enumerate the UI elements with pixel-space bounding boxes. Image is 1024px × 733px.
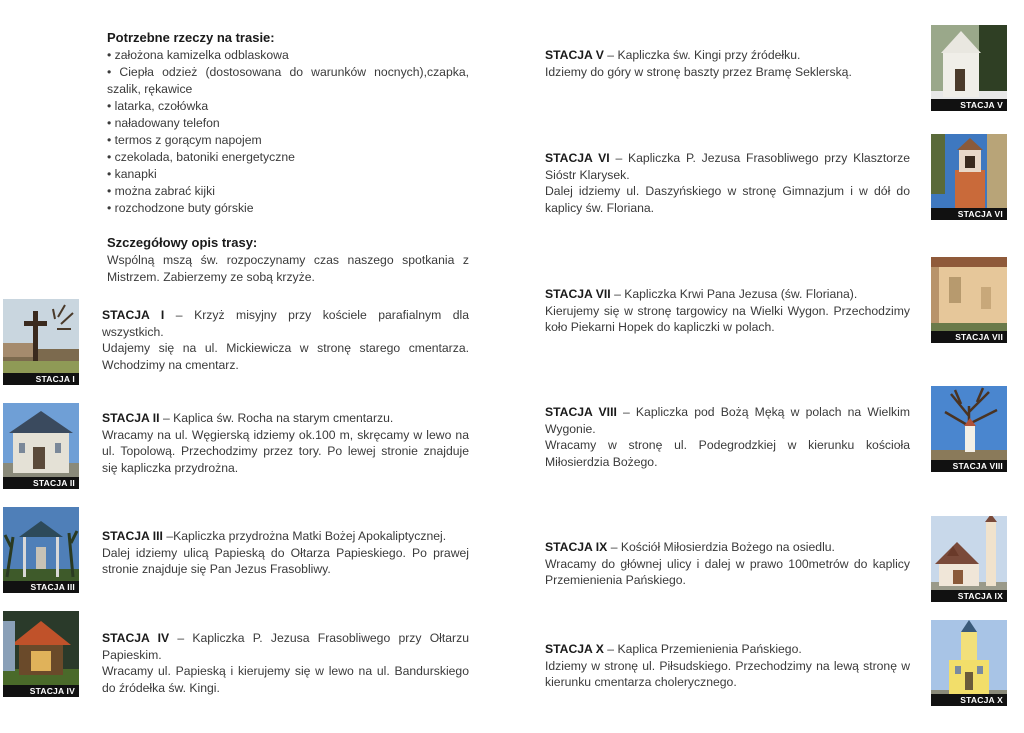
station-entry — [102, 528, 469, 578]
station-entry — [545, 150, 910, 216]
photo-caption: STACJA VI — [931, 208, 1007, 220]
station-title: STACJA VI — [545, 151, 610, 165]
station-name: – Kapliczka P. Jezusa Frasobliwego przy Klasztorze Sióstr Klarysek. — [545, 151, 910, 182]
station-desc: Wracamy do głównej ulicy i dalej w prawo 100metrów do kaplicy Przemienienia Pańskiego. — [545, 556, 910, 587]
route-section — [107, 235, 469, 285]
station-entry — [545, 539, 910, 589]
station-title: STACJA VII — [545, 287, 611, 301]
list-item: • czekolada, batoniki energetyczne — [107, 149, 469, 166]
station-entry — [102, 307, 469, 373]
station-photo — [3, 403, 79, 489]
station-title: STACJA X — [545, 642, 604, 656]
photo-caption: STACJA VII — [931, 331, 1007, 343]
station-desc: Idziemy do góry w stronę baszty przez Bramę Seklerską. — [545, 64, 852, 79]
list-item: • Ciepła odzież (dostosowana do warunków nocnych),czapka, szalik, rękawice — [107, 64, 469, 98]
station-name: – Kapliczka pod Bożą Męką w polach na Wielkim Wygonie. — [545, 405, 910, 436]
route-intro: Wspólną mszą św. rozpoczynamy czas naszego spotkania z Mistrzem. Zabierzemy ze sobą krzyże. — [107, 253, 469, 284]
station-name: – Kapliczka św. Kingi przy źródełku. — [603, 48, 801, 62]
station-entry — [545, 641, 910, 691]
station-photo — [931, 386, 1007, 472]
station-entry — [102, 410, 469, 476]
list-item: • kanapki — [107, 166, 469, 183]
station-desc: Wracamy na ul. Węgierską idziemy ok.100 m, skręcamy w lewo na ul. Topolową. Przechodzimy przez tory. Po lewej stronie znajduje się kapliczka przydrożna. — [102, 427, 469, 475]
station-desc: Wracamy ul. Papieską i kierujemy się w lewo na ul. Bandurskiego do źródełka św. Kingi. — [102, 664, 469, 695]
station-entry — [102, 630, 469, 696]
station-title: STACJA I — [102, 308, 165, 322]
station-title: STACJA IX — [545, 540, 608, 554]
photo-caption: STACJA III — [3, 581, 79, 593]
station-entry — [545, 404, 910, 470]
station-name: –Kapliczka przydrożna Matki Bożej Apokaliptycznej. — [162, 529, 447, 543]
needs-list — [107, 47, 469, 217]
station-name: – Kapliczka Krwi Pana Jezusa (św. Floriana). — [610, 287, 858, 301]
list-item: • założona kamizelka odblaskowa — [107, 47, 469, 64]
list-item: • rozchodzone buty górskie — [107, 200, 469, 217]
station-photo — [931, 516, 1007, 602]
station-desc: Kierujemy się w stronę targowicy na Wielki Wygon. Przechodzimy koło Piekarni Hopek do kapliczki w polach. — [545, 303, 910, 334]
photo-caption: STACJA I — [3, 373, 79, 385]
station-desc: Dalej idziemy ul. Daszyńskiego w stronę Gimnazjum i w dół do kaplicy św. Floriana. — [545, 184, 910, 215]
station-desc: Udajemy się na ul. Mickiewicza w stronę starego cmentarza. Wchodzimy na cmentarz. — [102, 341, 469, 372]
station-entry — [545, 47, 910, 80]
station-entry — [545, 286, 910, 336]
photo-caption: STACJA V — [931, 99, 1007, 111]
needs-section — [107, 30, 469, 217]
station-photo — [3, 299, 79, 385]
station-photo — [931, 620, 1007, 706]
photo-caption: STACJA X — [931, 694, 1007, 706]
needs-title: Potrzebne rzeczy na trasie: — [107, 30, 275, 45]
station-title: STACJA IV — [102, 631, 170, 645]
photo-caption: STACJA IV — [3, 685, 79, 697]
station-title: STACJA II — [102, 411, 160, 425]
station-title: STACJA VIII — [545, 405, 617, 419]
station-desc: Wracamy w stronę ul. Podegrodzkiej w kierunku kościoła Miłosierdzia Bożego. — [545, 438, 910, 469]
station-name: – Kościół Miłosierdzia Bożego na osiedlu. — [607, 540, 835, 554]
list-item: • można zabrać kijki — [107, 183, 469, 200]
route-title: Szczegółowy opis trasy: — [107, 235, 258, 250]
list-item: • latarka, czołówka — [107, 98, 469, 115]
station-photo — [931, 257, 1007, 343]
station-photo — [3, 611, 79, 697]
station-name: – Kaplica św. Rocha na starym cmentarzu. — [159, 411, 394, 425]
station-name: – Kaplica Przemienienia Pańskiego. — [603, 642, 802, 656]
station-name: – Kapliczka P. Jezusa Frasobliwego przy Ołtarzu Papieskim. — [102, 631, 469, 662]
station-name: – Krzyż misyjny przy kościele parafialnym dla wszystkich. — [102, 308, 469, 339]
station-photo — [931, 25, 1007, 111]
station-desc: Dalej idziemy ulicą Papieską do Ołtarza Papieskiego. Po prawej stronie znajduje się Pan Jezus Frasobliwy. — [102, 545, 469, 576]
station-title: STACJA V — [545, 48, 604, 62]
photo-caption: STACJA VIII — [931, 460, 1007, 472]
station-title: STACJA III — [102, 529, 163, 543]
photo-caption: STACJA II — [3, 477, 79, 489]
station-photo — [3, 507, 79, 593]
list-item: • termos z gorącym napojem — [107, 132, 469, 149]
station-desc: Idziemy w stronę ul. Piłsudskiego. Przechodzimy na lewą stronę w kierunku cmentarza cholerycznego. — [545, 658, 910, 689]
list-item: • naładowany telefon — [107, 115, 469, 132]
station-photo — [931, 134, 1007, 220]
photo-caption: STACJA IX — [931, 590, 1007, 602]
